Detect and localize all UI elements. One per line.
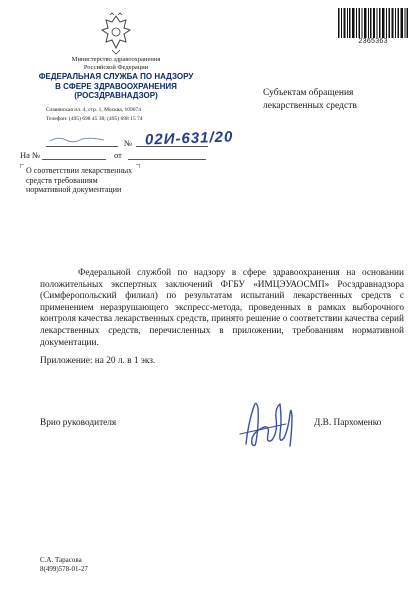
ministry-name (40, 56, 192, 72)
ministry-line-1: Министерство здравоохранения (71, 56, 161, 63)
executor-name: С.А. Тарасова (40, 556, 82, 564)
addressee-line-1: Субъектам обращения (263, 88, 354, 98)
attachment-note: Приложение: на 20 л. в 1 экз. (40, 356, 156, 366)
addressee (263, 87, 403, 113)
agency-line-1: ФЕДЕРАЛЬНАЯ СЛУЖБА ПО НАДЗОРУ (38, 72, 194, 81)
agency-line-3: (РОСЗДРАВНАДЗОР) (74, 91, 158, 100)
subject-line-1: О соответствии лекарственных (26, 166, 133, 175)
ref-date-label: от (114, 150, 122, 160)
handwritten-signature (228, 394, 308, 456)
ref-date-underline (128, 149, 206, 160)
agency-name (20, 72, 212, 101)
body-paragraph: Федеральной службой по надзору в сфере здравоохранения на основании положительных экспертных заключений ФГБУ «ИМЦЭУАОСМП» Росздравнадзора (Симферопольский филиал) по результатам испытаний лекарственных средств с применением неразрушающего экспресс-метода, проведенных в рамках выборочного контроля качества лекарственных средств, принято решение о соответствии качества серий лекарственных средств, перечисленных в приложении, требованиям нормативной документации. (40, 268, 404, 348)
subject-line-2: средств требованиям (26, 175, 98, 185)
signer-position: Врио руководителя (40, 418, 117, 428)
barcode-icon (338, 8, 408, 38)
address-line-1: Славянская пл. 4, стр. 1, Москва, 109074 (46, 107, 142, 113)
agency-address (46, 106, 226, 124)
subject (26, 166, 166, 195)
signer-name: Д.В. Пархоменко (314, 418, 382, 428)
ministry-line-2: Российской Федерации (83, 64, 149, 71)
subject-line-3: нормативной документации (26, 185, 122, 194)
coat-of-arms-icon (96, 12, 136, 56)
barcode-number: 2365363 (358, 38, 388, 46)
ref-number-label: На № (20, 150, 41, 160)
agency-line-2: В СФЕРЕ ЗДРАВООХРАНЕНИЯ (55, 81, 177, 91)
executor-info (40, 556, 88, 573)
address-line-2: Телефон: (495) 698 45 38; (495) 698 15 74 (46, 116, 143, 122)
number-mark: № (124, 138, 133, 148)
addressee-line-2: лекарственных средств (263, 101, 357, 111)
date-underline (46, 136, 118, 147)
executor-phone: 8(499)578-01-27 (40, 564, 88, 573)
outgoing-number: 02И-631/20 (144, 128, 234, 149)
ref-number-underline (42, 149, 106, 160)
